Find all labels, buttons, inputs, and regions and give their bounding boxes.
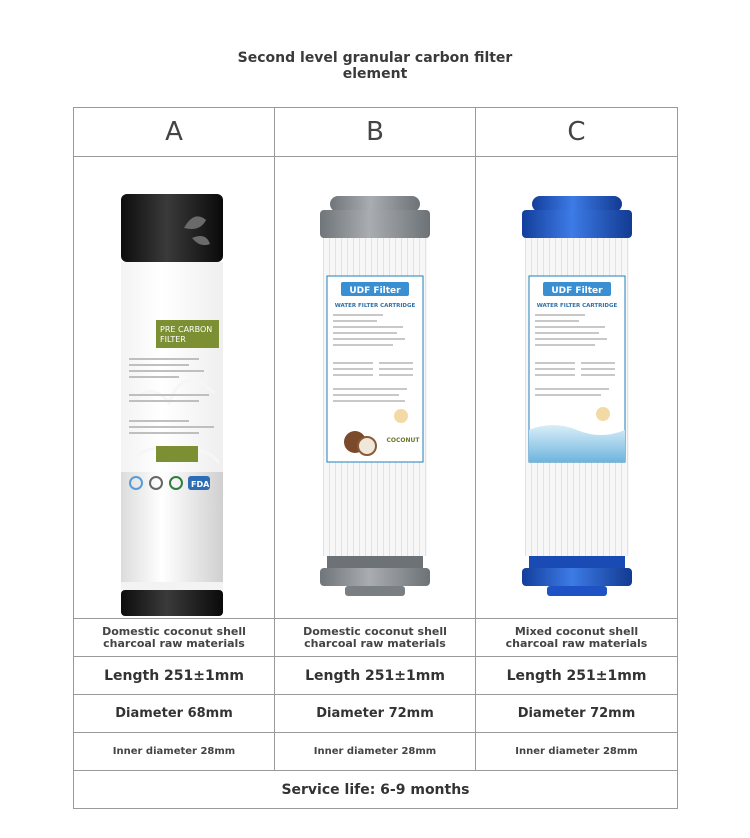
spec-table (73, 107, 678, 809)
page-title (0, 50, 750, 82)
diameter-c: Diameter 72mm (476, 695, 678, 733)
filter-b-cap (320, 210, 430, 238)
material-c: Mixed coconut shell charcoal raw materials (476, 619, 678, 657)
diameter-a: Diameter 68mm (74, 695, 275, 733)
service-life: Service life: 6-9 months (74, 771, 678, 809)
filter-a-cap (121, 194, 223, 262)
filter-c-label-title: UDF Filter (550, 286, 603, 296)
letter-row (74, 108, 678, 157)
filter-a-spec-box (156, 446, 198, 462)
filter-a-label (121, 262, 223, 472)
letter-c: C (476, 108, 678, 157)
filter-b-cap-top (330, 196, 420, 212)
seal-icon (596, 407, 610, 421)
filter-c-cell (476, 157, 678, 619)
fda-badge-text: FDA (191, 480, 210, 489)
image-row (74, 157, 678, 619)
filter-b-image (275, 158, 475, 617)
seal-icon (394, 409, 408, 423)
letter-b: B (275, 108, 476, 157)
filter-b-bottom-cap (320, 568, 430, 586)
diameter-row (74, 695, 678, 733)
filter-a-bottom-ring (121, 582, 223, 590)
filter-b-cell (275, 157, 476, 619)
filter-c-cap-top (532, 196, 622, 212)
filter-c-cap (522, 210, 632, 238)
material-a: Domestic coconut shell charcoal raw materials (74, 619, 275, 657)
diameter-b: Diameter 72mm (275, 695, 476, 733)
filter-a-label-title: PRE CARBON (160, 325, 213, 334)
material-b: Domestic coconut shell charcoal raw materials (275, 619, 476, 657)
length-row (74, 657, 678, 695)
filter-c-bottom-ring (529, 556, 625, 568)
filter-c-label-sub: WATER FILTER CARTRIDGE (536, 303, 617, 309)
length-c: Length 251±1mm (476, 657, 678, 695)
service-life-row (74, 771, 678, 809)
inner-a: Inner diameter 28mm (74, 733, 275, 771)
length-a: Length 251±1mm (74, 657, 275, 695)
coconut-badge: COCONUT (386, 437, 420, 444)
filter-a-image (74, 158, 274, 617)
filter-c-bottom-cap (522, 568, 632, 586)
title-line-2: element (342, 66, 408, 82)
inner-c: Inner diameter 28mm (476, 733, 678, 771)
filter-a-cell (74, 157, 275, 619)
inner-b: Inner diameter 28mm (275, 733, 476, 771)
filter-c-image (477, 158, 677, 617)
letter-a: A (74, 108, 275, 157)
material-row (74, 619, 678, 657)
filter-b-label-title: UDF Filter (349, 286, 401, 296)
filter-b-label-sub: WATER FILTER CARTRIDGE (334, 303, 416, 309)
filter-b-bottom-ring (327, 556, 423, 568)
filter-a-bottom-cap (121, 590, 223, 616)
filter-a-label-sub: FILTER (160, 335, 186, 344)
length-b: Length 251±1mm (275, 657, 476, 695)
title-line-1: Second level granular carbon filter (237, 50, 513, 66)
inner-diameter-row (74, 733, 678, 771)
